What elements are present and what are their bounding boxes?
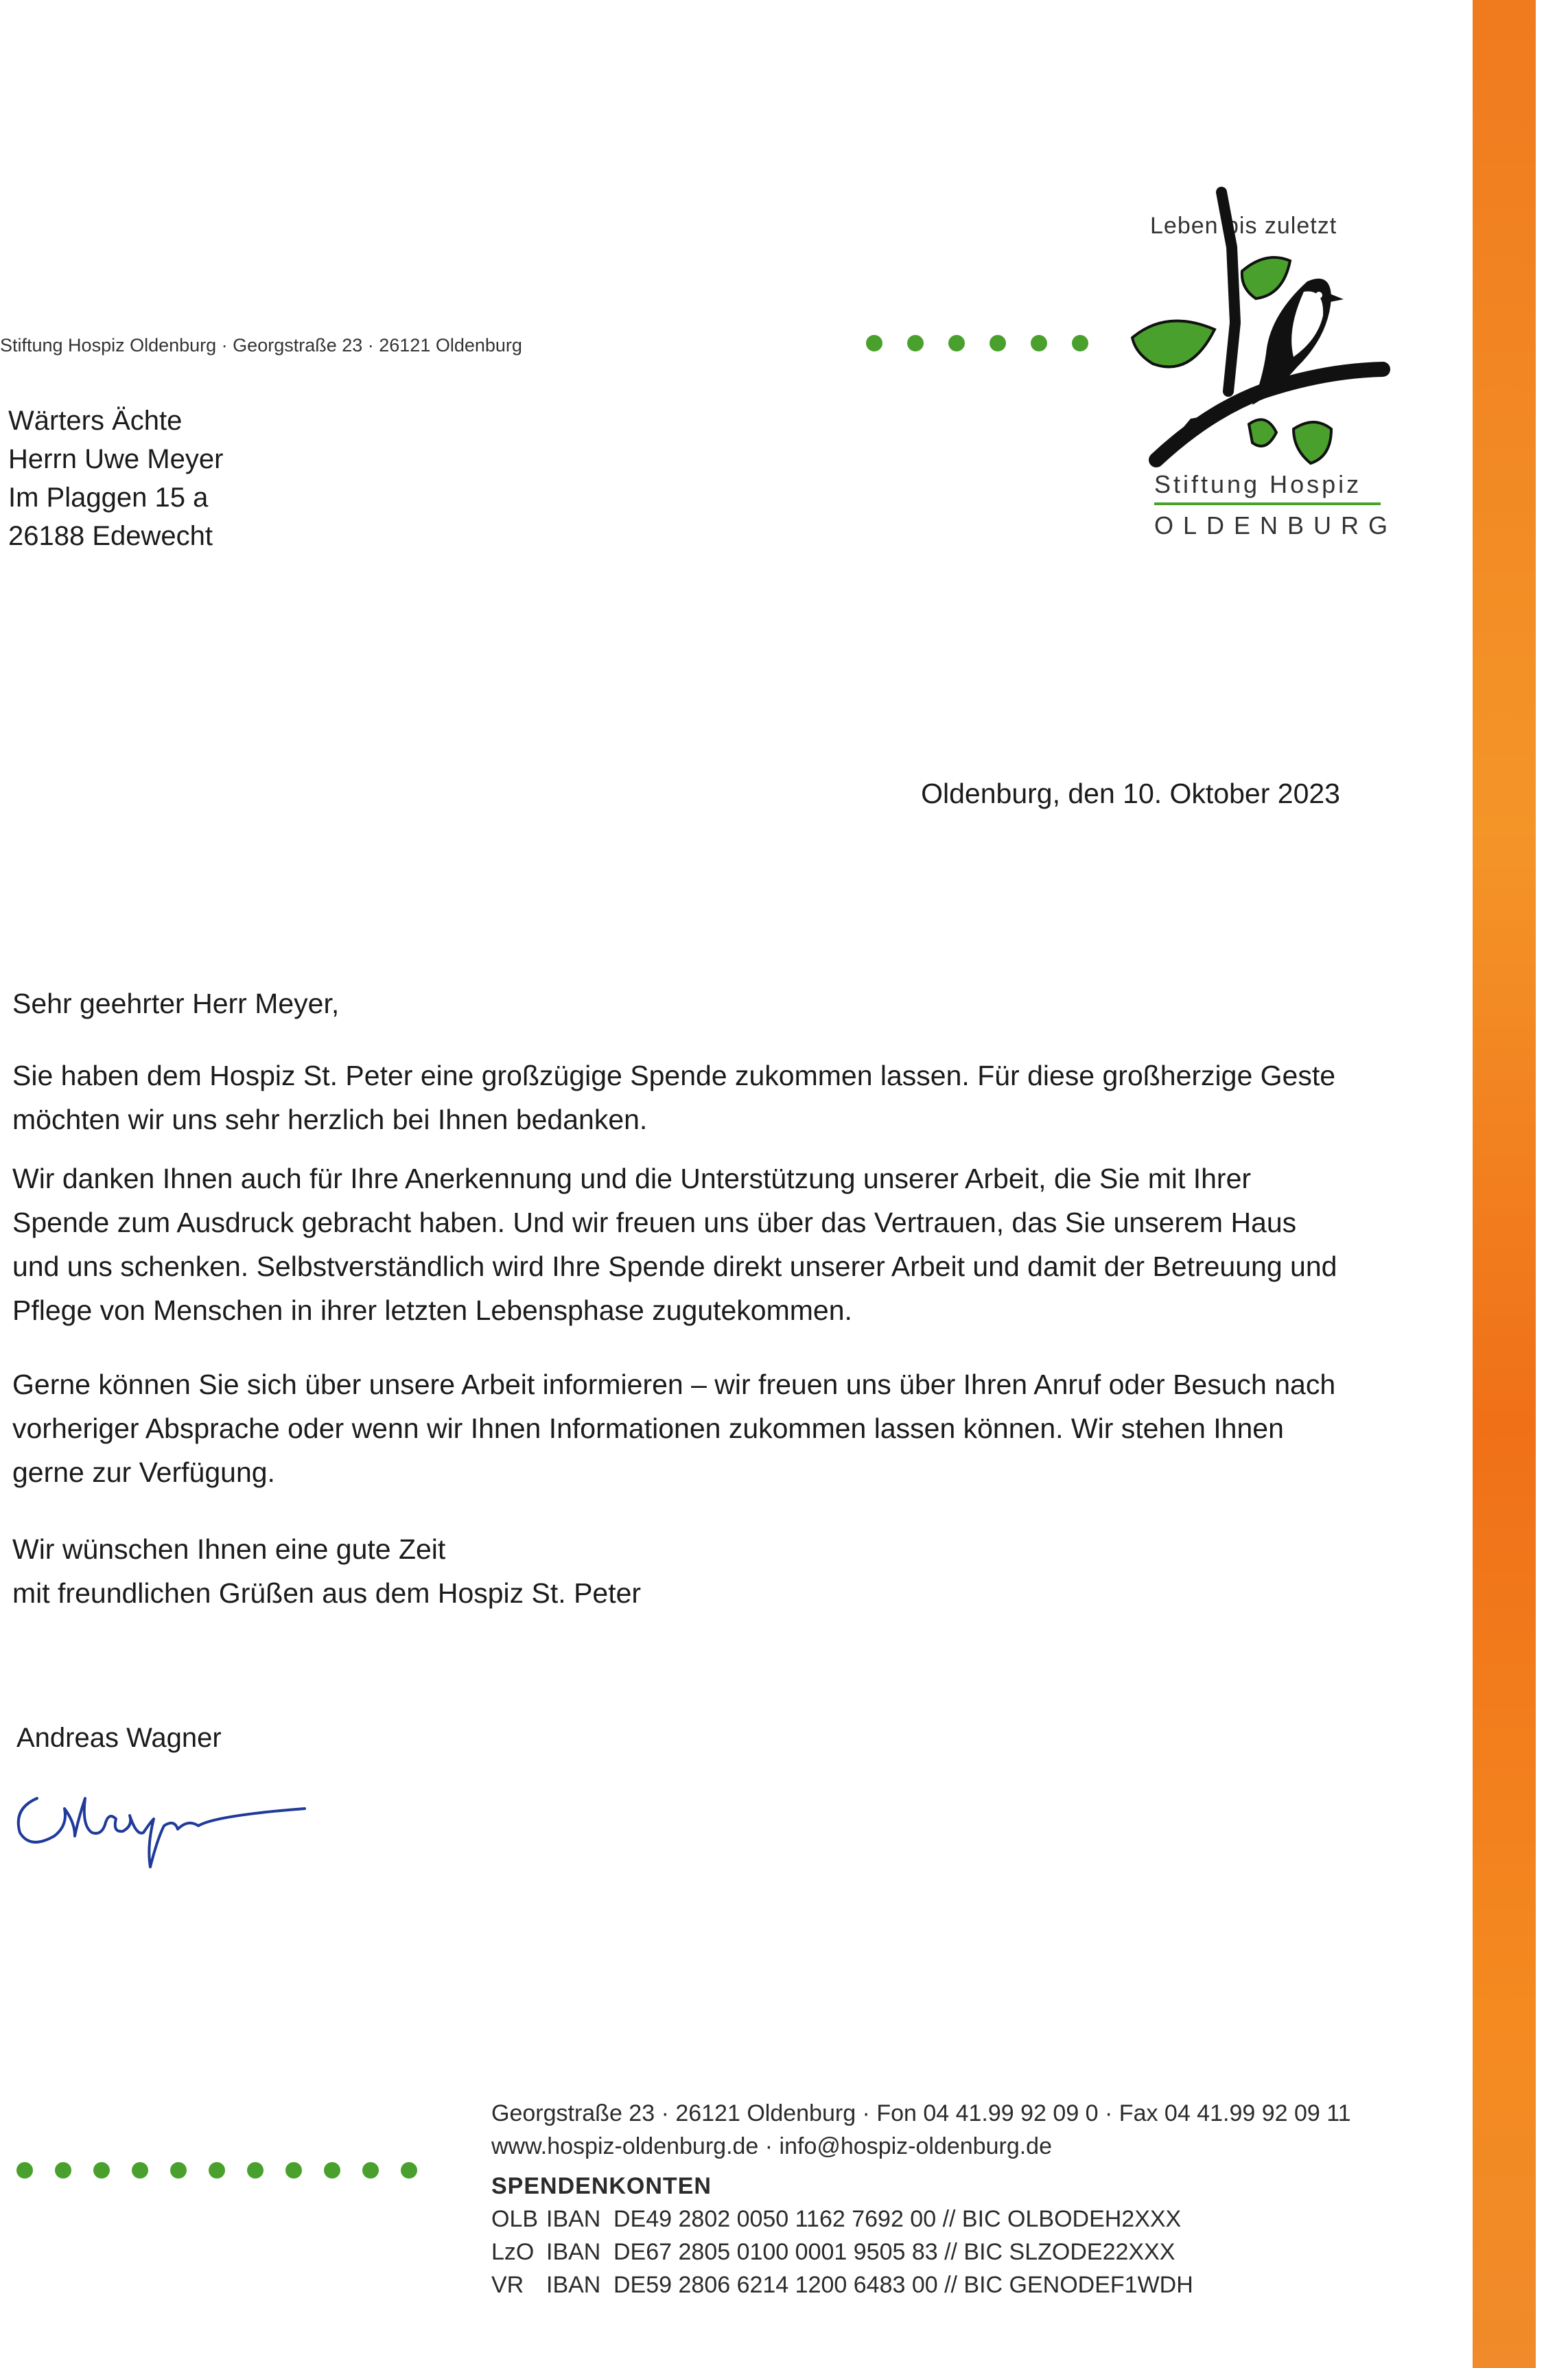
footer-heading: SPENDENKONTEN (491, 2173, 712, 2199)
signer-name: Andreas Wagner (16, 1723, 222, 1753)
bank-label: IBAN (546, 2239, 601, 2265)
salutation: Sehr geehrter Herr Meyer, (12, 988, 340, 1019)
bank-name: VR (491, 2272, 524, 2298)
header-dot-row (866, 335, 1088, 351)
paragraph: Sie haben dem Hospiz St. Peter eine großzügige Spende zukommen lassen. Für diese großherzige Geste möchten wir uns sehr herzlich bei Ihnen bedanken. (12, 1060, 1336, 1135)
footer (491, 2097, 1351, 2301)
dot (55, 2162, 71, 2179)
recipient-line: Herrn Uwe Meyer (8, 444, 224, 474)
logo-name-line1: Stiftung Hospiz (1154, 470, 1362, 498)
dot (16, 2162, 33, 2179)
dot (247, 2162, 264, 2179)
dot (132, 2162, 148, 2179)
bank-name: LzO (491, 2239, 535, 2265)
logo-divider (1154, 502, 1381, 505)
dot (362, 2162, 379, 2179)
dot (1072, 335, 1088, 351)
closing-line: mit freundlichen Grüßen aus dem Hospiz St. Peter (12, 1577, 642, 1609)
sender-line: Stiftung Hospiz Oldenburg · Georgstraße 23 · 26121 Oldenburg (0, 335, 522, 356)
dot (401, 2162, 417, 2179)
dot (907, 335, 924, 351)
recipient-line: Wärters Ächte (8, 406, 183, 436)
recipient-line: 26188 Edewecht (8, 521, 213, 551)
dot (170, 2162, 187, 2179)
bank-detail: DE49 2802 0050 1162 7692 00 // BIC OLBODEH2XXX (613, 2206, 1182, 2232)
dot (93, 2162, 110, 2179)
dot (324, 2162, 340, 2179)
dot (990, 335, 1006, 351)
bank-label: IBAN (546, 2272, 601, 2298)
bank-detail: DE67 2805 0100 0001 9505 83 // BIC SLZODE22XXX (613, 2239, 1175, 2265)
recipient-address (8, 402, 223, 555)
logo-tagline: Leben bis zuletzt (1150, 213, 1337, 239)
paragraph: Wir danken Ihnen auch für Ihre Anerkennung und die Unterstützung unserer Arbeit, die Sie mit Ihrer Spende zum Ausdruck gebracht haben. Und wir freuen uns über das Vertrauen, das Sie unserem Haus und uns schenken. Selbstverständlich wird Ihre Spende direkt unserer Arbeit und damit der Betreuung und Pflege von Menschen in ihrer letzten Lebensphase zugutekommen. (12, 1163, 1337, 1326)
dot (948, 335, 965, 351)
orange-side-stripe (1473, 0, 1536, 2368)
letter-date: Oldenburg, den 10. Oktober 2023 (921, 778, 1340, 809)
bank-account-row (491, 2236, 1351, 2268)
footer-web: www.hospiz-oldenburg.de · info@hospiz-oldenburg.de (491, 2133, 1052, 2159)
recipient-line: Im Plaggen 15 a (8, 483, 209, 513)
bank-account-row (491, 2203, 1351, 2236)
dot (866, 335, 882, 351)
bank-label: IBAN (546, 2206, 601, 2232)
dot (209, 2162, 225, 2179)
closing (12, 1527, 1350, 1615)
dot (1031, 335, 1047, 351)
paragraph: Gerne können Sie sich über unsere Arbeit informieren – wir freuen uns über Ihren Anruf oder Besuch nach vorheriger Absprache oder wenn wir Ihnen Informationen zukommen lassen können. Wir stehen Ihnen gerne zur Verfügung. (12, 1369, 1336, 1488)
logo-name-line2: OLDENBURG (1154, 511, 1398, 539)
footer-address: Georgstraße 23 · 26121 Oldenburg · Fon 04 41.99 92 09 0 · Fax 04 41.99 92 09 11 (491, 2100, 1351, 2126)
footer-dot-row (16, 2162, 417, 2179)
closing-line: Wir wünschen Ihnen eine gute Zeit (12, 1533, 446, 1565)
handwritten-signature (10, 1771, 312, 1874)
bank-account-row (491, 2268, 1351, 2301)
dot (285, 2162, 302, 2179)
bird-branch-logo-icon (1125, 185, 1393, 474)
bank-name: OLB (491, 2206, 539, 2232)
bank-detail: DE59 2806 6214 1200 6483 00 // BIC GENODEF1WDH (613, 2272, 1193, 2298)
